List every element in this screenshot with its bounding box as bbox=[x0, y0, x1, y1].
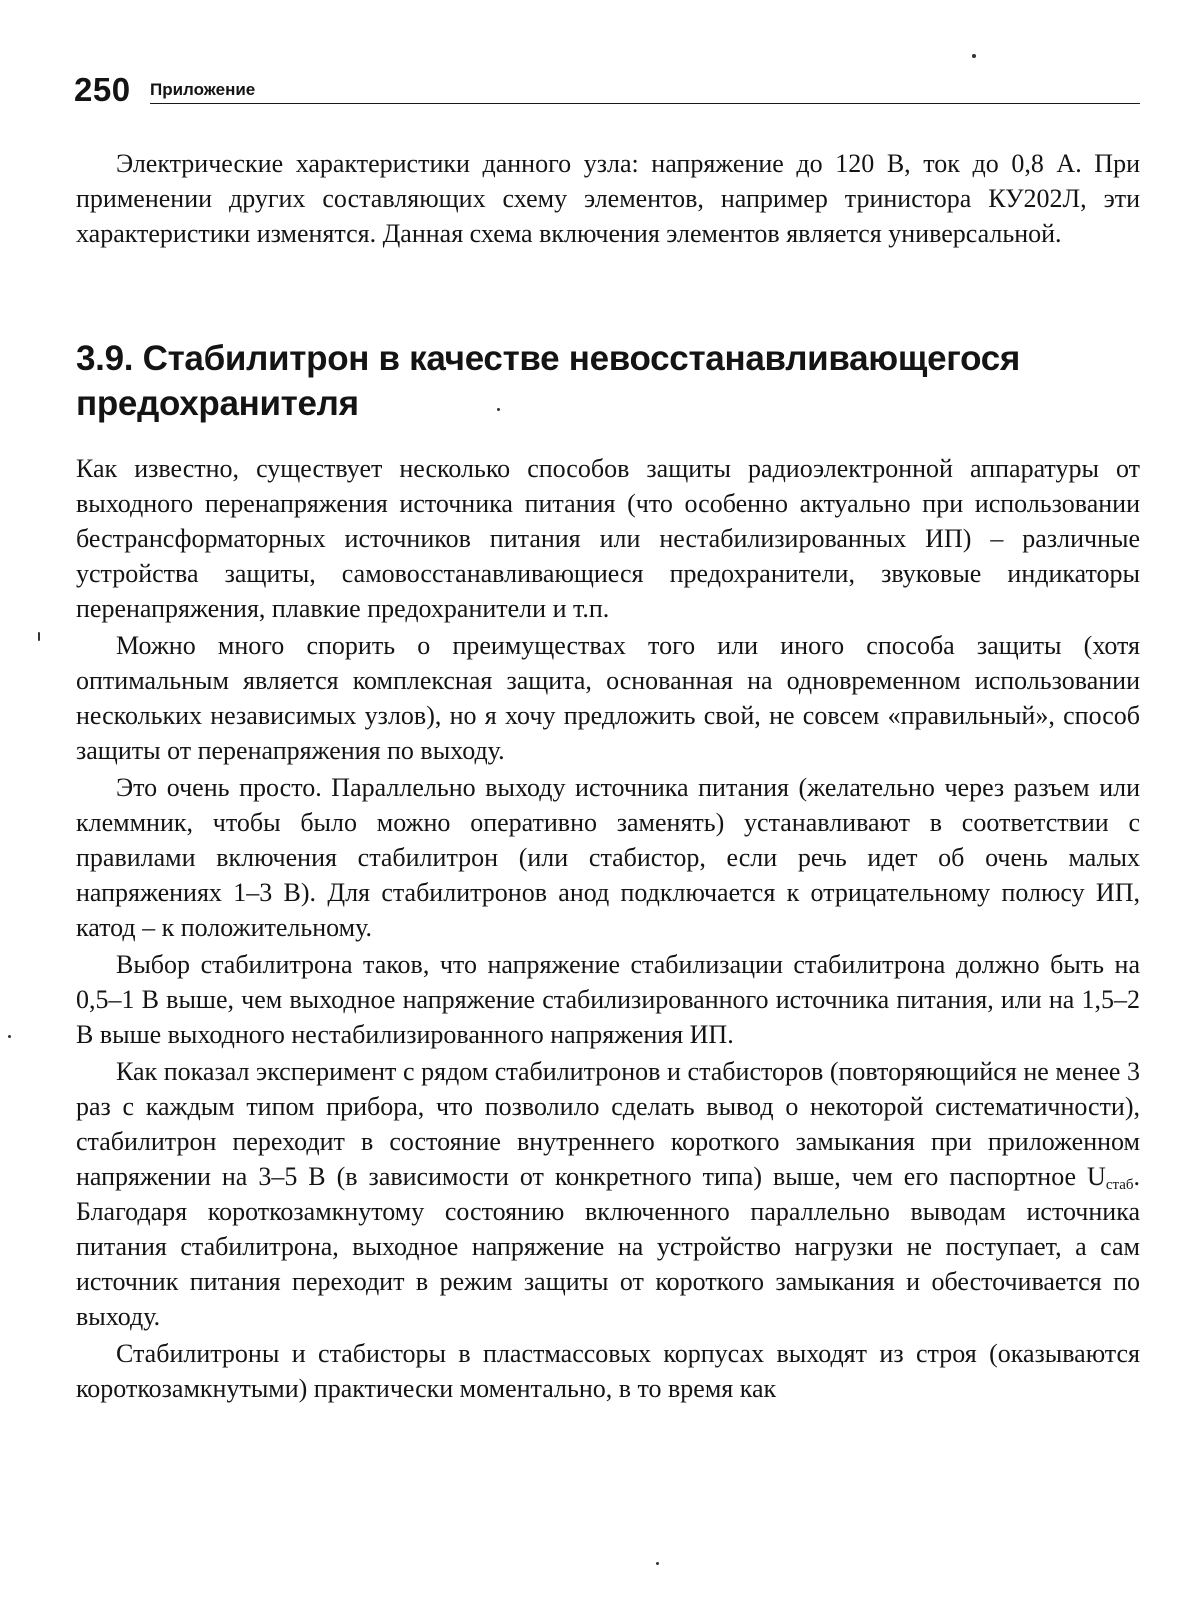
intro-paragraph: Электрические характеристики данного узла: напряжение до 120 В, ток до 0,8 А. При применении других составляющих схему элементов, например тринистора КУ202Л, эти характеристики изменятся. Данная схема включения элементов является универсальной. bbox=[76, 149, 1140, 248]
scan-speck bbox=[38, 632, 40, 641]
paragraph-2: Можно много спорить о преимуществах того или иного способа защиты (хотя оптимальным является комплексная защита, основанная на одновременном использовании нескольких независимых узлов), но я хочу предложить свой, не совсем «правильный», способ защиты от перенапряжения по выходу. bbox=[76, 631, 1140, 765]
paragraph-4: Выбор стабилитрона таков, что напряжение стабилизации стабилитрона должно быть на 0,5–1 В выше, чем выходное напряжение стабилизированного источника питания, или на 1,5–2 В выше выходного нестабилизированного напряжения ИП. bbox=[76, 950, 1140, 1049]
running-head: Приложение bbox=[150, 80, 256, 99]
header-rule bbox=[150, 103, 1140, 104]
u-stab-subscript: стаб bbox=[1105, 1177, 1134, 1193]
intro-text bbox=[76, 146, 1140, 251]
page-number: 250 bbox=[74, 71, 131, 108]
paragraph-1: Как известно, существует несколько способов защиты радиоэлектронной аппаратуры от выходного перенапряжения источника питания (что особенно актуально при использовании бестрансформаторных источников питания или нестабилизированных ИП) – различные устройства защиты, самовосстанавливающиеся предохранители, звуковые индикаторы перенапряжения, плавкие предохранители и т.п. bbox=[76, 454, 1140, 623]
paragraph-5-text-b: . Благодаря короткозамкнутому состоянию включенного параллельно выводам источника питания стабилитрона, выходное напряжение на устройство нагрузки не поступает, а сам источник питания переходит в режим защиты от короткого замыкания и обесточивается по выходу. bbox=[76, 1162, 1140, 1331]
scan-speck bbox=[8, 1035, 11, 1038]
section-body bbox=[76, 451, 1140, 1406]
scan-speck bbox=[656, 1562, 659, 1565]
paragraph-5 bbox=[76, 1054, 1140, 1334]
section-title: 3.9. Стабилитрон в качестве невосстанавливающегося предохранителя bbox=[76, 339, 1021, 423]
page-header bbox=[74, 70, 1140, 110]
paragraph-6: Стабилитроны и стабисторы в пластмассовых корпусах выходят из строя (оказываются короткозамкнутыми) практически моментально, в то время как bbox=[76, 1339, 1140, 1403]
paragraph-5-text-a: Как показал эксперимент с рядом стабилитронов и стабисторов (повторяющийся не менее 3 раз с каждым типом прибора, что позволило сделать вывод о некоторой систематичности), стабилитрон переходит в состояние внутреннего короткого замыкания при приложенном напряжении на 3–5 В (в зависимости от конкретного типа) выше, чем его паспортное U bbox=[76, 1057, 1140, 1191]
paragraph-3: Это очень просто. Параллельно выходу источника питания (желательно через разъем или клеммник, чтобы было можно оперативно заменять) устанавливают в соответствии с правилами включения стабилитрон (или стабистор, если речь идет об очень малых напряжениях 1–3 В). Для стабилитронов анод подключается к отрицательному полюсу ИП, катод – к положительному. bbox=[76, 773, 1140, 942]
scan-speck bbox=[972, 54, 976, 58]
